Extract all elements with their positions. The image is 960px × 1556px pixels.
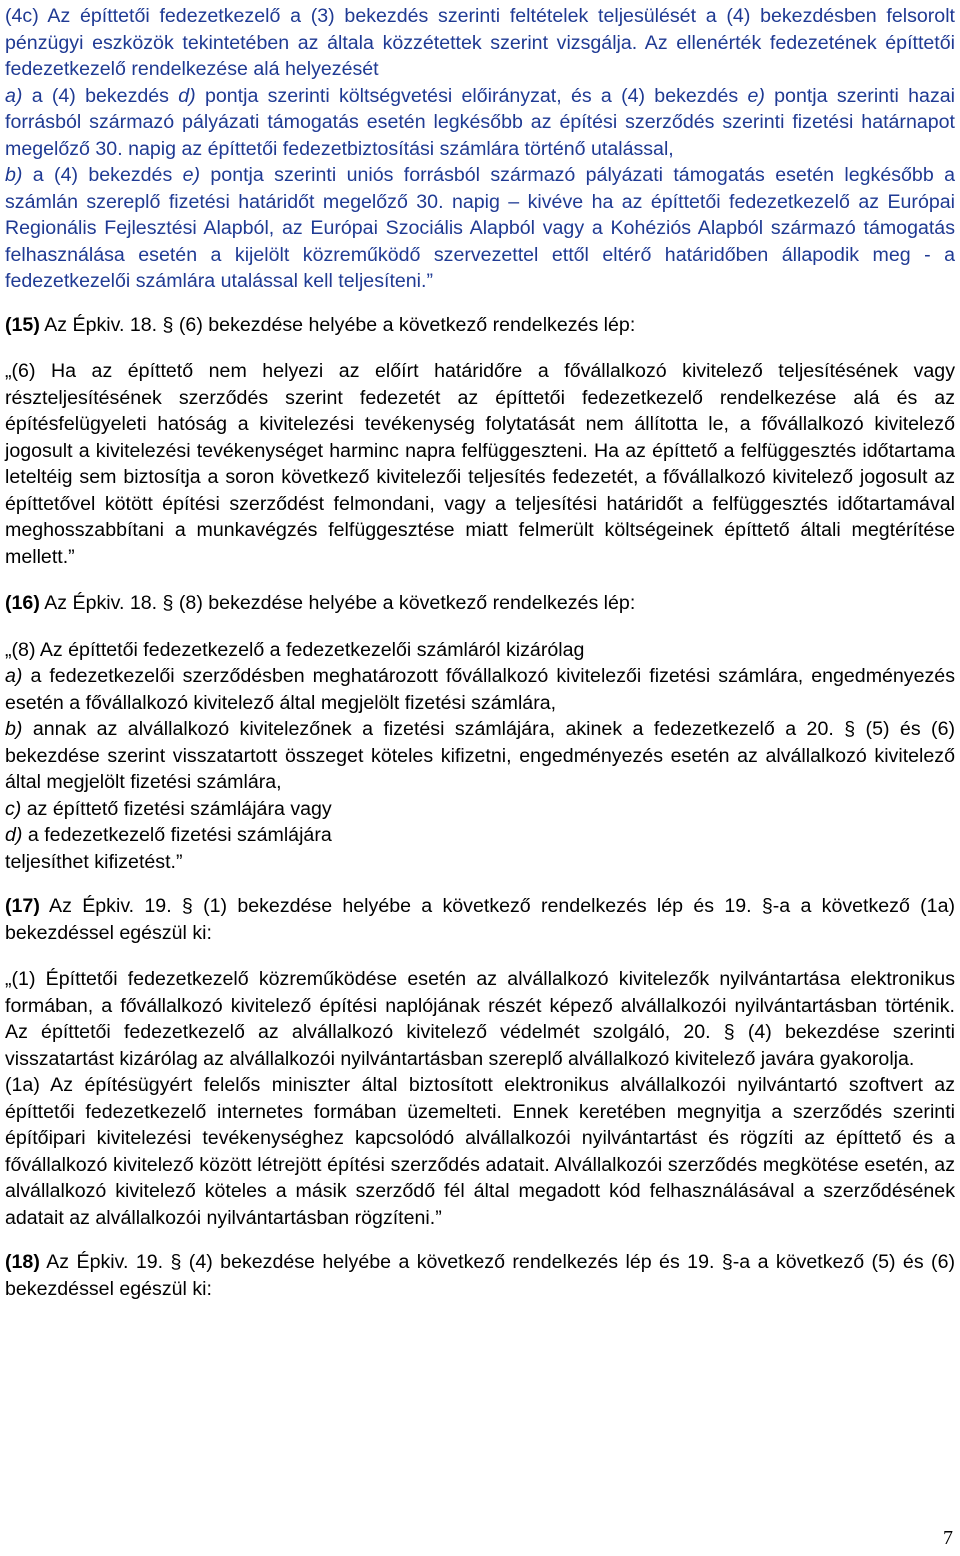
heading-text: Az Épkiv. 19. § (1) bekezdése helyébe a következő rendelkezés lép és 19. §-a a következő (1a) bekezdéssel egészül ki: (5, 895, 955, 944)
point-label: a) (5, 665, 23, 687)
page-number: 7 (943, 1527, 953, 1549)
section-16-point-d (5, 822, 955, 849)
section-16-point-b (5, 716, 955, 796)
text-run: pontja szerinti uniós forrásból származó pályázati támogatás esetén legkésőbb a számlán szereplő fizetési határidőt megelőző 30. napig – kivéve ha az építtetői fedezetkezelő az Európai Regionális Fejlesztési Alapból, az Európai Szociális Alapból vagy a Kohéziós Alapból származó támogatás felhasználása esetén a kijelölt közreműködő szervezettel ettől eltérő határidőben állapodik meg - a fedezetkezelői számlára utalással kell teljesíteni.” (5, 164, 955, 292)
section-16-point-a (5, 663, 955, 716)
point-label: c) (5, 797, 22, 820)
section-17-paragraph-1: „(1) Építtetői fedezetkezelő közreműködése esetén az alvállalkozó kivitelezők nyilvántartása elektronikus formában, a fővállalkozó kivitelező építési naplójának részét képező alvállalkozói nyilvántartásban történik. Az építtetői fedezetkezelő az alvállalkozó kivitelező védelmét szolgáló, 20. § (4) bekezdése szerinti visszatartást kizárólag az alvállalkozói nyilvántartásban szereplő alvállalkozó kivitelező javára gyakorolja. (5, 968, 955, 1070)
point-ref: e) (182, 164, 201, 186)
heading-text: Az Épkiv. 18. § (8) bekezdése helyébe a következő rendelkezés lép: (39, 592, 636, 614)
heading-text: Az Épkiv. 19. § (4) bekezdése helyébe a következő rendelkezés lép és 19. §-a a következő (5) és (6) bekezdéssel egészül ki: (5, 1251, 955, 1300)
document-page (5, 3, 955, 1302)
section-number: (16) (5, 592, 40, 614)
text-run: a (4) bekezdés (22, 164, 183, 186)
point-4c-b (5, 162, 955, 295)
section-17-paragraph-1a: (1a) Az építésügyért felelős miniszter által biztosított elektronikus alvállalkozói nyilvántartó szoftvert az építtetői fedezetkezelő internetes formában üzemelteti. Ennek keretében megnyitja a szerződés szerinti építőipari kivitelezési tevékenységhez kapcsolódó alvállalkozói nyilvántartást és rögzíti az építtető és a fővállalkozó kivitelező között létrejött építési szerződés adatait. Alvállalkozói szerződés megkötése esetén, az alvállalkozó kivitelező köteles a másik szerződő fél által megadott kód felhasználásával a szerződésének adatait az alvállalkozói nyilvántartásban rögzíteni.” (5, 1074, 955, 1229)
text-run: a fedezetkezelő fizetési számlájára (22, 824, 332, 846)
section-15-heading (5, 312, 955, 339)
point-label: b) (5, 718, 23, 740)
heading-text: Az Épkiv. 18. § (6) bekezdése helyébe a következő rendelkezés lép: (39, 313, 636, 336)
point-4c-a (5, 83, 955, 163)
point-label: d) (5, 824, 23, 846)
point-label: b) (5, 164, 23, 186)
text-run: a (4) bekezdés (22, 84, 179, 107)
section-16-point-c (5, 796, 955, 823)
section-4c (5, 3, 955, 295)
point-label: a) (5, 84, 23, 107)
section-15-text: „(6) Ha az építtető nem helyezi az előírt határidőre a fővállalkozó kivitelező teljesítésének vagy részteljesítésének szerződés szerint fedezetét az építtetői fedezetkezelő rendelkezése alá és az építésfelügyeleti hatóság a kivitelezési tevékenység folytatását nem állította le, a fővállalkozó kivitelező jogosult a kivitelezési tevékenységet harminc napra felfüggeszteni. Ha az építtető a felfüggesztés időtartama leteltéig sem biztosítja a soron következő kivitelezői teljesítés fedezetét, a fővállalkozó kivitelező jogosult az építtetővel kötött építési szerződést felmondani, vagy a teljesítési határidőt a felfüggesztés időtartamával meghosszabbítani a munkavégzés felfüggesztése miatt felmerült költségeinek építtető általi megtérítése mellett.” (5, 360, 955, 568)
section-16-closing: teljesíthet kifizetést.” (5, 850, 183, 873)
text-run: pontja szerinti hazai forrásból származó pályázati támogatás esetén legkésőbb az építési szerződés szerinti fizetési határnapot megelőző 30. napig az építtetői fedezetbiztosítási számlára történő utalással, (5, 84, 955, 160)
section-18-heading (5, 1249, 955, 1302)
text-run: a fedezetkezelői szerződésben meghatározott fővállalkozó kivitelezői fizetési számlára, engedményezés esetén a fővállalkozó kivitelező által megjelölt fizetési számlára, (5, 665, 955, 714)
text-run: pontja szerinti költségvetési előirányzat, és a (4) bekezdés (195, 84, 748, 107)
text-run: az építtető fizetési számlájára vagy (21, 797, 332, 820)
section-17-heading (5, 893, 955, 946)
point-ref: e) (747, 84, 765, 107)
section-number: (18) (5, 1251, 40, 1273)
section-16-heading (5, 590, 955, 617)
paragraph-4c: (4c) Az építtetői fedezetkezelő a (3) bekezdés szerinti feltételek teljesülését a (4) bekezdésben felsorolt pénzügyi eszközök tekintetében az általa közzétettek szerint vizsgálja. Az ellenérték fedezetének építtetői fedezetkezelő rendelkezése alá helyezését (5, 5, 955, 80)
point-ref: d) (178, 84, 196, 107)
section-16-intro: „(8) Az építtetői fedezetkezelő a fedezetkezelői számláról kizárólag (5, 638, 585, 661)
text-run: annak az alvállalkozó kivitelezőnek a fizetési számlájára, akinek a fedezetkezelő a 20. § (5) és (6) bekezdése szerint visszatartott összeget köteles kifizetni, engedményezés esetén az alvállalkozó kivitelező által megjelölt fizetési számlára, (5, 718, 955, 793)
section-number: (15) (5, 313, 40, 336)
section-number: (17) (5, 895, 40, 917)
